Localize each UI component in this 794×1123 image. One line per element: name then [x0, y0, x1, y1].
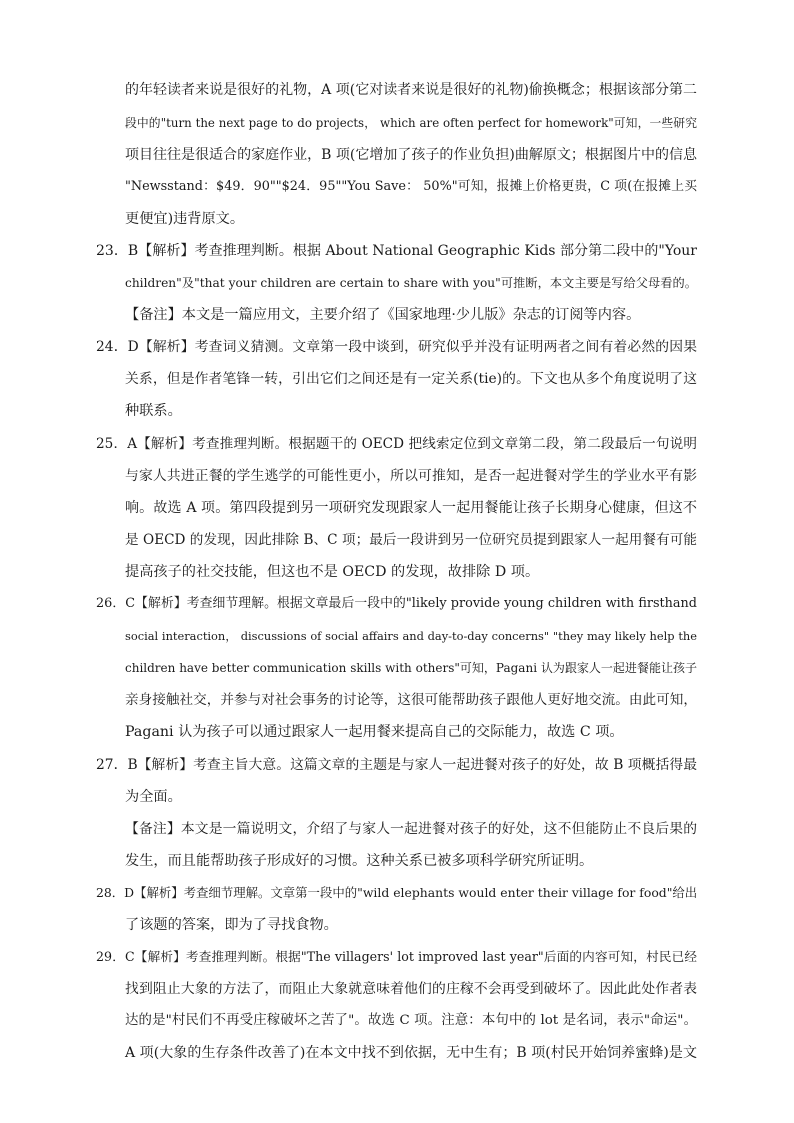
text-line: Pagani 认为孩子可以通过跟家人一起用餐来提高自己的交际能力，故选 C 项。 — [125, 724, 624, 740]
answer-24: 24．D【解析】考查词义猜测。文章第一段中谈到，研究似乎并没有证明两者之间有着必然的因果 — [96, 339, 697, 355]
text-line: children have better communication skills with others"可知，Pagani 认为跟家人一起进餐能让孩子 — [125, 661, 697, 675]
text-line: 关系，但是作者笔锋一转，引出它们之间还是有一定关系(tie)的。下文也从多个角度说明了这 — [125, 371, 697, 387]
text-line: 找到阻止大象的方法了，而阻止大象就意味着他们的庄稼不会再受到破坏了。因此此处作者表 — [125, 981, 697, 997]
answer-28: 28．D【解析】考查细节理解。文章第一段中的"wild elephants would enter their village for food"给出 — [96, 885, 698, 900]
text-line: 为全面。 — [125, 789, 182, 805]
text-line: 种联系。 — [125, 403, 182, 419]
text-line: 达的是"村民们不再受庄稼破坏之苦了"。故选 C 项。注意：本句中的 lot 是名词，表示"命运"。 — [125, 1013, 697, 1028]
text-line: 发生，而且能帮助孩子形成好的习惯。这种关系已被多项科学研究所证明。 — [125, 853, 594, 869]
note-line: 【备注】本文是一篇说明文，介绍了与家人一起进餐对孩子的好处，这不但能防止不良后果的 — [125, 821, 697, 837]
text-line: A 项(大象的生存条件改善了)在本文中找不到依据，无中生有；B 项(村民开始饲养蜜蜂)是文 — [125, 1045, 697, 1061]
text-line: 亲身接触社交，并参与对社会事务的讨论等，这很可能帮助孩子跟他人更好地交流。由此可知， — [125, 692, 697, 708]
answer-27: 27．B【解析】考查主旨大意。这篇文章的主题是与家人一起进餐对孩子的好处，故 B 项概括得最 — [96, 757, 697, 773]
text-line: 提高孩子的社交技能，但这也不是 OECD 的发现，故排除 D 项。 — [125, 564, 540, 580]
text-line: "Newsstand：$49．90""$24．95""You Save： 50%"可知，报摊上价格更贵，C 项(在报摊上买 — [125, 179, 697, 194]
text-line: children"及"that your children are certain to share with you"可推断，本文主要是写给父母看的。 — [125, 276, 697, 290]
text-line: 与家人共进正餐的学生逃学的可能性更小，所以可推知，是否一起进餐对学生的学业水平有影 — [125, 468, 697, 484]
text-line: 响。故选 A 项。第四段提到另一项研究发现跟家人一起用餐能让孩子长期身心健康，但这不 — [125, 500, 697, 516]
text-line: 段中的"turn the next page to do projects， which are often perfect for homework"可知，一些研究 — [125, 116, 697, 130]
text-line: 项目往往是很适合的家庭作业，B 项(它增加了孩子的作业负担)曲解原文；根据图片中的信息 — [125, 147, 697, 163]
note-line: 【备注】本文是一篇应用文，主要介绍了《国家地理·少儿版》杂志的订阅等内容。 — [125, 307, 641, 323]
answer-23: 23．B【解析】考查推理判断。根据 About National Geographic Kids 部分第二段中的"Your — [96, 243, 697, 259]
text-line: 更便宜)违背原文。 — [125, 211, 245, 227]
text-line: social interaction， discussions of social affairs and day-to-day concerns" "they may likely help the — [125, 629, 697, 643]
answer-26: 26．C【解析】考查细节理解。根据文章最后一段中的"likely provide young children with firsthand — [96, 596, 697, 611]
answer-29: 29．C【解析】考查推理判断。根据"The villagers' lot improved last year"后面的内容可知，村民已经 — [96, 949, 697, 964]
answer-25: 25．A【解析】考查推理判断。根据题干的 OECD 把线索定位到文章第二段，第二段最后一句说明 — [96, 436, 697, 452]
text-line: 的年轻读者来说是很好的礼物，A 项(它对读者来说是很好的礼物)偷换概念；根据该部分第二 — [125, 82, 697, 98]
text-line: 是 OECD 的发现，因此排除 B、C 项；最后一段讲到另一位研究员提到跟家人一起用餐有可能 — [125, 532, 697, 548]
text-line: 了该题的答案，即为了寻找食物。 — [125, 917, 338, 933]
